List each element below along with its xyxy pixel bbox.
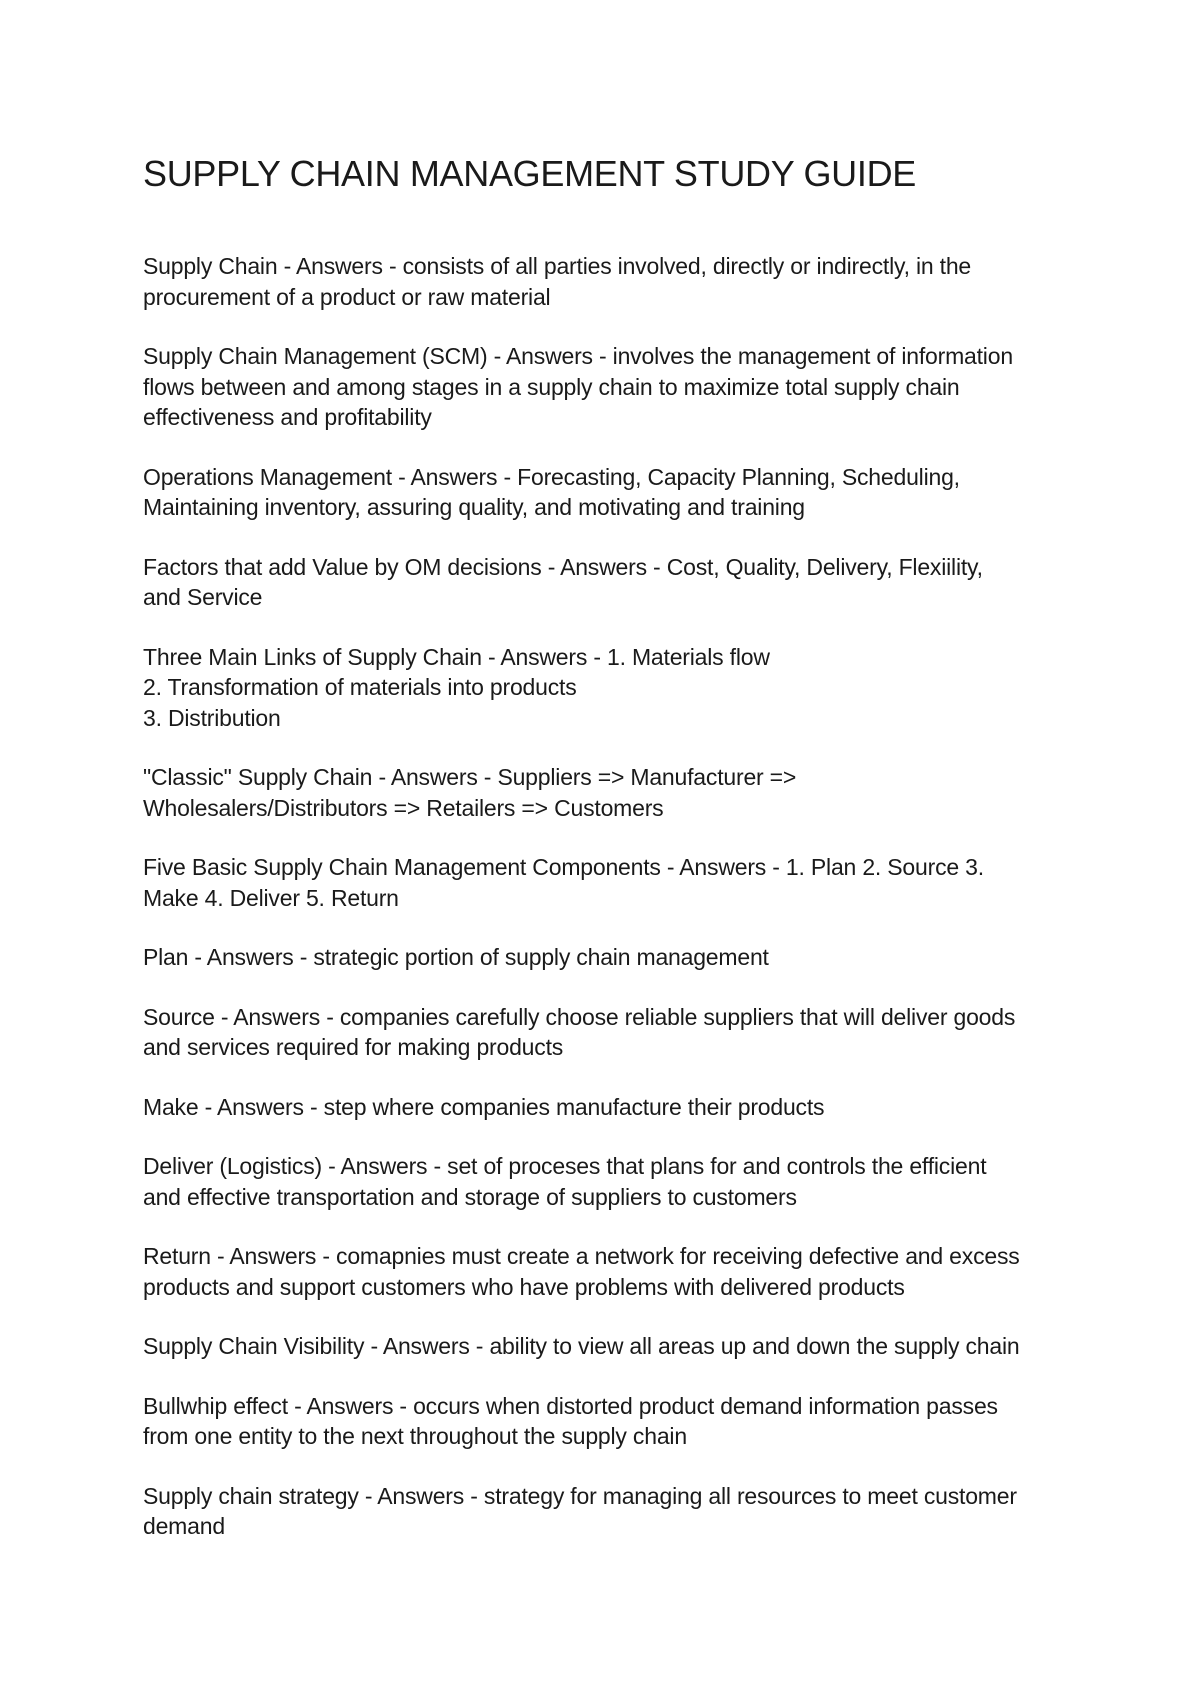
entry-three-main-links [143, 642, 1083, 734]
entry-line: 2. Transformation of materials into products [143, 674, 577, 701]
entry-list [143, 251, 1083, 1542]
entry-make [143, 1092, 1083, 1123]
entry-line: Make - Answers - step where companies manufacture their products [143, 1093, 825, 1120]
entry-line: and effective transportation and storage of suppliers to customers [143, 1183, 797, 1210]
entry-line: Operations Management - Answers - Forecasting, Capacity Planning, Scheduling, [143, 463, 960, 490]
entry-line: Bullwhip effect - Answers - occurs when distorted product demand information passes [143, 1392, 998, 1419]
entry-bullwhip-effect [143, 1391, 1083, 1452]
entry-operations-management [143, 462, 1083, 523]
entry-line: products and support customers who have problems with delivered products [143, 1273, 905, 1300]
entry-line: and services required for making products [143, 1034, 564, 1061]
entry-line: 3. Distribution [143, 704, 281, 731]
entry-line: Wholesalers/Distributors => Retailers => Customers [143, 794, 664, 821]
entry-line: Supply chain strategy - Answers - strategy for managing all resources to meet customer [143, 1482, 1017, 1509]
entry-line: from one entity to the next throughout the supply chain [143, 1423, 687, 1450]
entry-line: and Service [143, 584, 263, 611]
entry-five-components [143, 852, 1083, 913]
entry-line: Supply Chain - Answers - consists of all parties involved, directly or indirectly, in the [143, 253, 972, 280]
entry-deliver [143, 1151, 1083, 1212]
entry-line: Deliver (Logistics) - Answers - set of proceses that plans for and controls the efficient [143, 1153, 987, 1180]
entry-line: demand [143, 1513, 225, 1540]
entry-line: Supply Chain Management (SCM) - Answers - involves the management of information [143, 343, 1013, 370]
entry-line: Return - Answers - comapnies must create a network for receiving defective and excess [143, 1243, 1020, 1270]
entry-line: Plan - Answers - strategic portion of supply chain management [143, 944, 769, 971]
entry-line: "Classic" Supply Chain - Answers - Suppliers => Manufacturer => [143, 764, 797, 791]
entry-line: Supply Chain Visibility - Answers - ability to view all areas up and down the supply chain [143, 1333, 1020, 1360]
entry-supply-chain [143, 251, 1083, 312]
entry-line: Five Basic Supply Chain Management Components - Answers - 1. Plan 2. Source 3. [143, 854, 984, 881]
entry-line: Factors that add Value by OM decisions - Answers - Cost, Quality, Delivery, Flexiility, [143, 553, 983, 580]
document-title: SUPPLY CHAIN MANAGEMENT STUDY GUIDE [143, 153, 916, 194]
entry-line: flows between and among stages in a supply chain to maximize total supply chain [143, 373, 960, 400]
entry-plan [143, 942, 1083, 973]
entry-source [143, 1002, 1083, 1063]
entry-strategy [143, 1481, 1083, 1542]
document-page [143, 152, 1083, 1571]
entry-line: procurement of a product or raw material [143, 283, 551, 310]
entry-value-factors [143, 552, 1083, 613]
entry-line: Make 4. Deliver 5. Return [143, 884, 399, 911]
entry-line: Three Main Links of Supply Chain - Answers - 1. Materials flow [143, 643, 770, 670]
entry-return [143, 1241, 1083, 1302]
entry-line: effectiveness and profitability [143, 404, 432, 431]
entry-classic-supply-chain [143, 762, 1083, 823]
entry-supply-chain-management [143, 341, 1083, 433]
entry-visibility [143, 1331, 1083, 1362]
entry-line: Maintaining inventory, assuring quality, and motivating and training [143, 494, 805, 521]
entry-line: Source - Answers - companies carefully choose reliable suppliers that will deliver goods [143, 1003, 1016, 1030]
